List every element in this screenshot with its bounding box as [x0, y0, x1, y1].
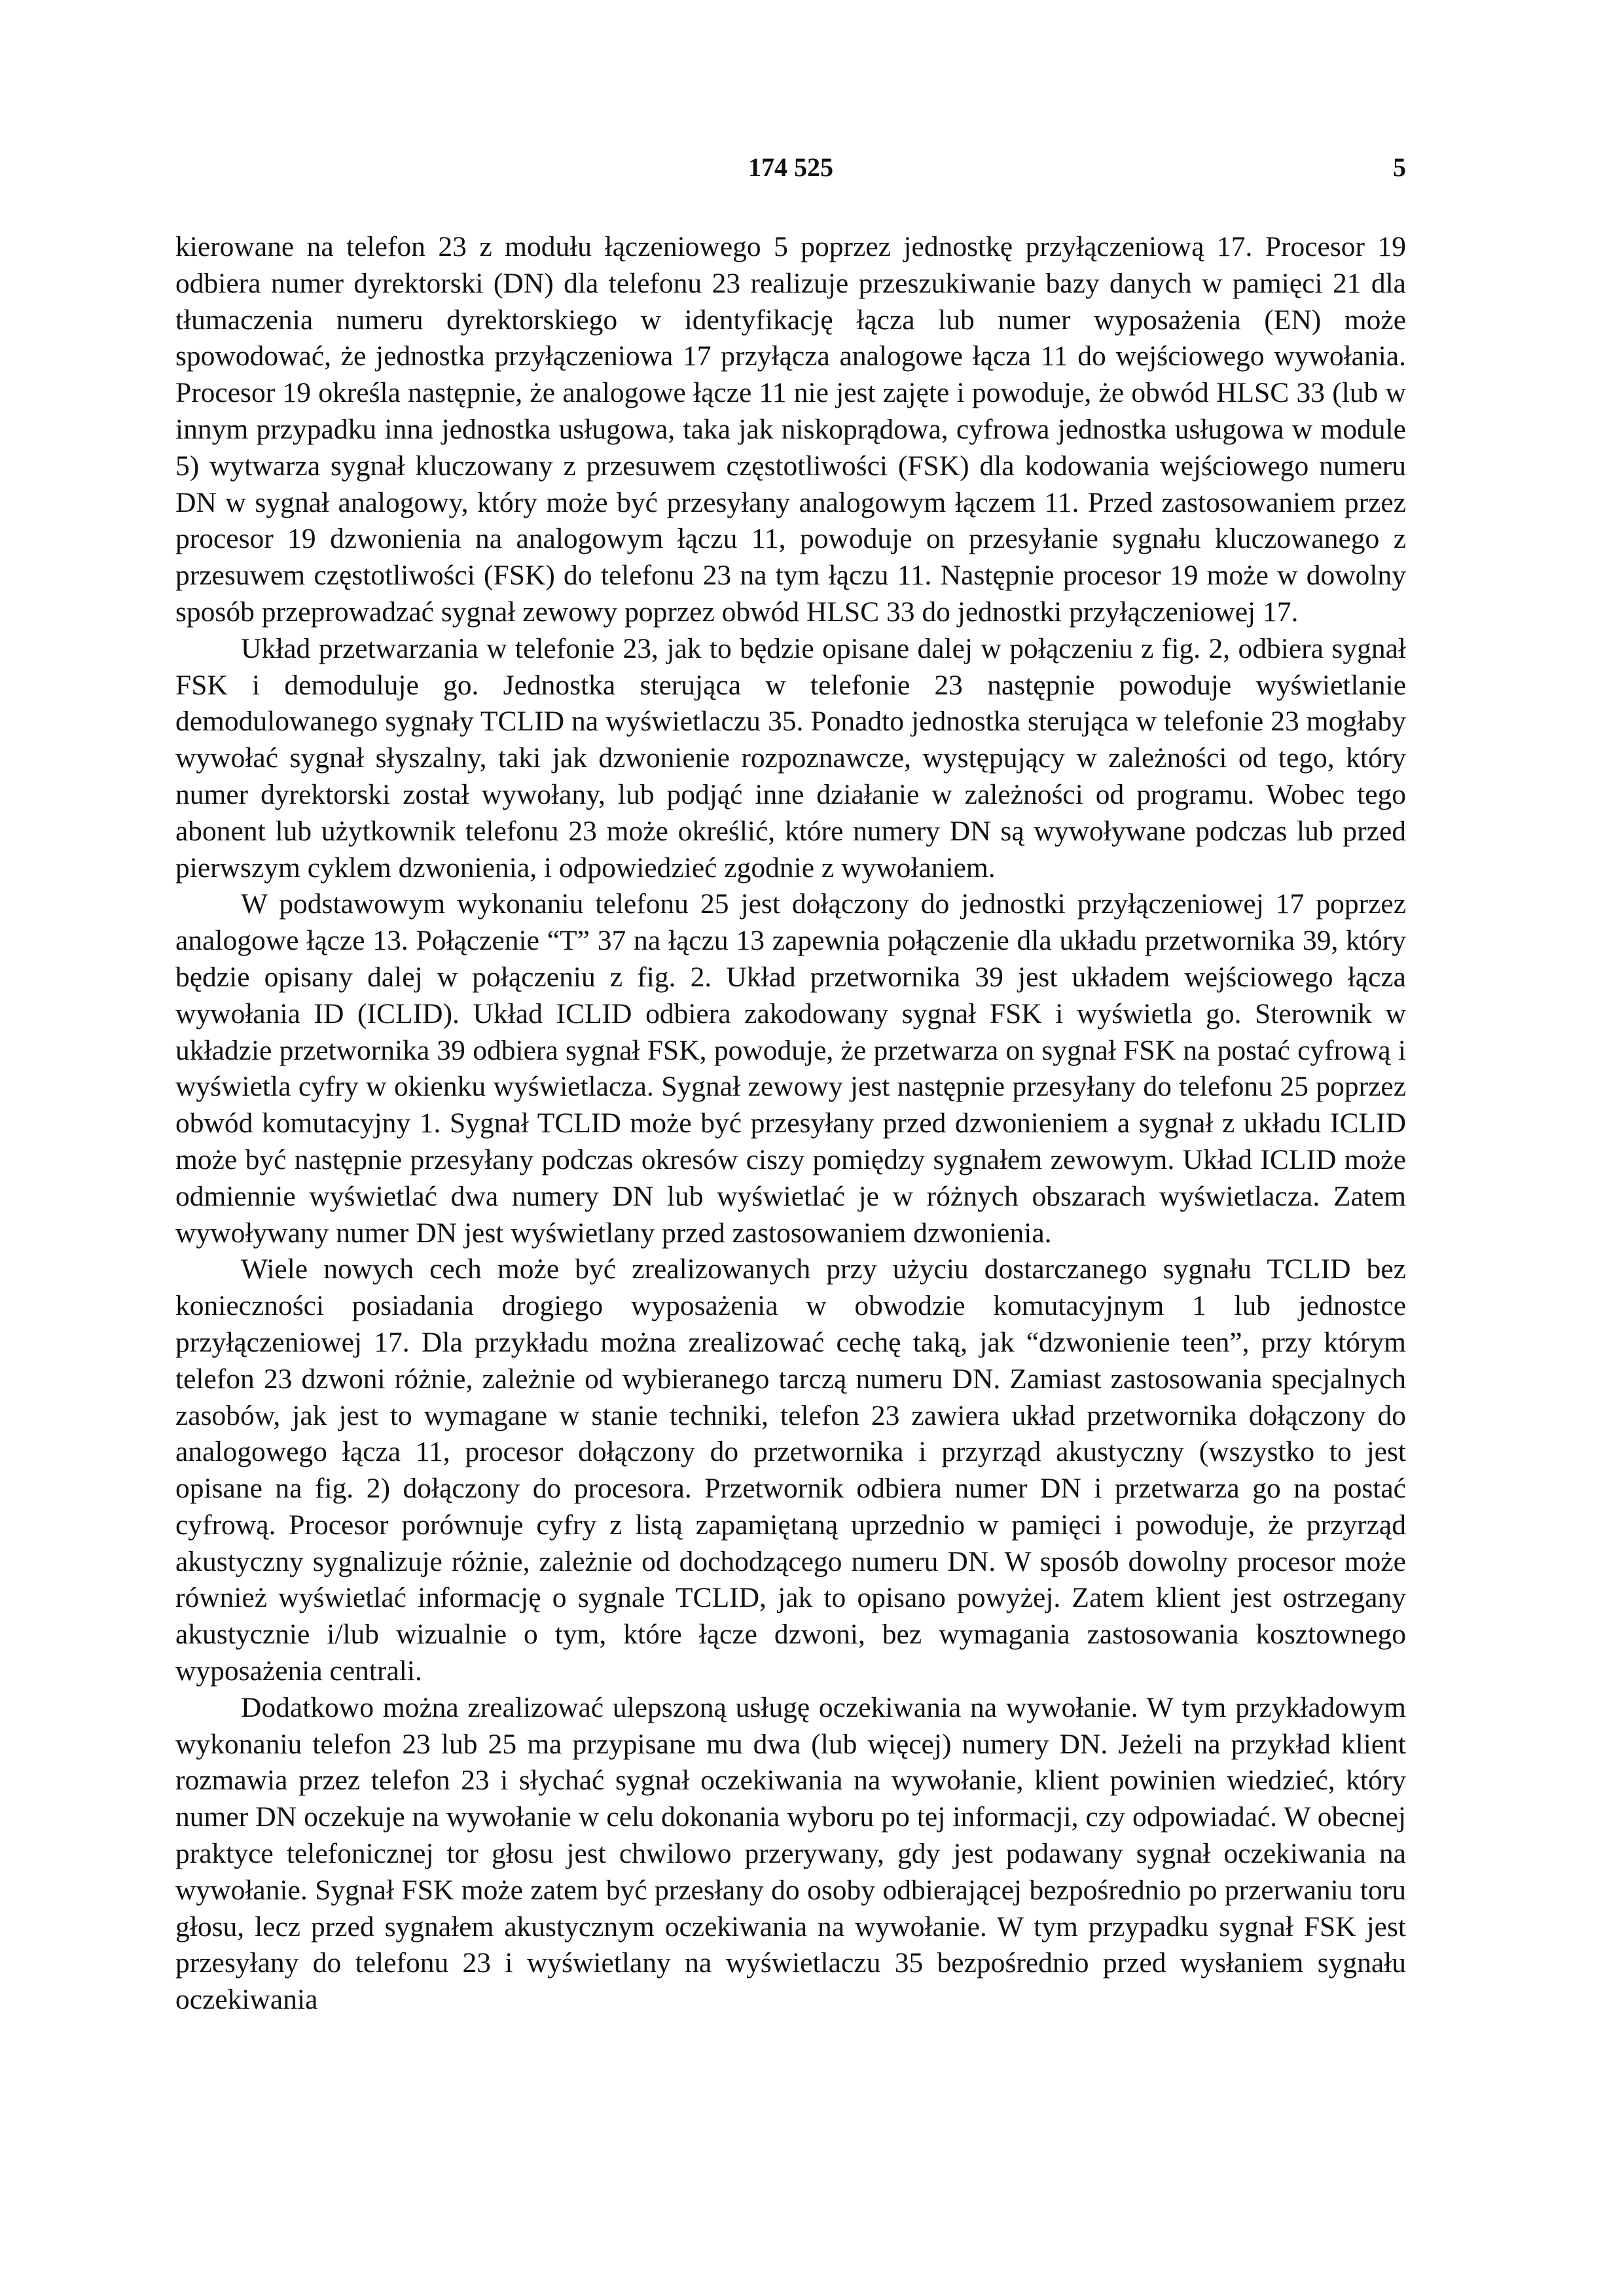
page-number: 5	[1393, 152, 1406, 182]
paragraph-5: Dodatkowo można zrealizować ulepszoną usługę oczekiwania na wywołanie. W tym przykładowym wykonaniu telefon 23 lub 25 ma przypisane mu dwa (lub więcej) numery DN. Jeżeli na przykład klient rozmawia przez telefon 23 i słychać sygnał oczekiwania na wywołanie, klient powinien wiedzieć, który numer DN oczekuje na wywołanie w celu dokonania wyboru po tej informacji, czy odpowiadać. W obecnej praktyce telefonicznej tor głosu jest chwilowo przerywany, gdy jest podawany sygnał oczekiwania na wywołanie. Sygnał FSK może zatem być przesłany do osoby odbierającej bezpośrednio po przerwaniu toru głosu, lecz przed sygnałem akustycznym oczekiwania na wywołanie. W tym przypadku sygnał FSK jest przesyłany do telefonu 23 i wyświetlany na wyświetlaczu 35 bezpośrednio przed wysłaniem sygnału oczekiwania	[175, 1691, 1406, 2016]
page-header	[175, 152, 1406, 191]
paragraph-1: kierowane na telefon 23 z modułu łączeniowego 5 poprzez jednostkę przyłączeniową 17. Procesor 19 odbiera numer dyrektorski (DN) dla telefonu 23 realizuje przeszukiwanie bazy danych w pamięci 21 dla tłumaczenia numeru dyrektorskiego w identyfikację łącza lub numer wyposażenia (EN) może spowodować, że jednostka przyłączeniowa 17 przyłącza analogowe łącza 11 do wejściowego wywołania. Procesor 19 określa następnie, że analogowe łącze 11 nie jest zajęte i powoduje, że obwód HLSC 33 (lub w innym przypadku inna jednostka usługowa, taka jak niskoprądowa, cyfrowa jednostka usługowa w module 5) wytwarza sygnał kluczowany z przesuwem częstotliwości (FSK) dla kodowania wejściowego numeru DN w sygnał analogowy, który może być przesyłany analogowym łączem 11. Przed zastosowaniem przez procesor 19 dzwonienia na analogowym łączu 11, powoduje on przesyłanie sygnału kluczowanego z przesuwem częstotliwości (FSK) do telefonu 23 na tym łączu 11. Następnie procesor 19 może w dowolny sposób przeprowadzać sygnał zewowy poprzez obwód HLSC 33 do jednostki przyłączeniowej 17.	[175, 231, 1406, 628]
paragraph-2: Układ przetwarzania w telefonie 23, jak to będzie opisane dalej w połączeniu z fig. 2, odbiera sygnał FSK i demoduluje go. Jednostka sterująca w telefonie 23 następnie powoduje wyświetlanie demodulowanego sygnały TCLID na wyświetlaczu 35. Ponadto jednostka sterująca w telefonie 23 mogłaby wywołać sygnał słyszalny, taki jak dzwonienie rozpoznawcze, występujący w zależności od tego, który numer dyrektorski został wywołany, lub podjąć inne działanie w zależności od programu. Wobec tego abonent lub użytkownik telefonu 23 może określić, które numery DN są wywoływane podczas lub przed pierwszym cyklem dzwonienia, i odpowiedzieć zgodnie z wywołaniem.	[175, 632, 1406, 884]
paragraph-4: Wiele nowych cech może być zrealizowanych przy użyciu dostarczanego sygnału TCLID bez konieczności posiadania drogiego wyposażenia w obwodzie komutacyjnym 1 lub jednostce przyłączeniowej 17. Dla przykładu można zrealizować cechę taką, jak “dzwonienie teen”, przy którym telefon 23 dzwoni różnie, zależnie od wybieranego tarczą numeru DN. Zamiast zastosowania specjalnych zasobów, jak jest to wymagane w stanie techniki, telefon 23 zawiera układ przetwornika dołączony do analogowego łącza 11, procesor dołączony do przetwornika i przyrząd akustyczny (wszystko to jest opisane na fig. 2) dołączony do procesora. Przetwornik odbiera numer DN i przetwarza go na postać cyfrową. Procesor porównuje cyfry z listą zapamiętaną uprzednio w pamięci i powoduje, że przyrząd akustyczny sygnalizuje różnie, zależnie od dochodzącego numeru DN. W sposób dowolny procesor może również wyświetlać informację o sygnale TCLID, jak to opisano powyżej. Zatem klient jest ostrzegany akustycznie i/lub wizualnie o tym, które łącze dzwoni, bez wymagania zastosowania kosztownego wyposażenia centrali.	[175, 1253, 1406, 1687]
paragraph-3: W podstawowym wykonaniu telefonu 25 jest dołączony do jednostki przyłączeniowej 17 poprzez analogowe łącze 13. Połączenie “T” 37 na łączu 13 zapewnia połączenie dla układu przetwornika 39, który będzie opisany dalej w połączeniu z fig. 2. Układ przetwornika 39 jest układem wejściowego łącza wywołania ID (ICLID). Układ ICLID odbiera zakodowany sygnał FSK i wyświetla go. Sterownik w układzie przetwornika 39 odbiera sygnał FSK, powoduje, że przetwarza on sygnał FSK na postać cyfrową i wyświetla cyfry w okienku wyświetlacza. Sygnał zewowy jest następnie przesyłany do telefonu 25 poprzez obwód komutacyjny 1. Sygnał TCLID może być przesyłany przed dzwonieniem a sygnał z układu ICLID może być następnie przesyłany podczas okresów ciszy pomiędzy sygnałem zewowym. Układ ICLID może odmiennie wyświetlać dwa numery DN lub wyświetlać je w różnych obszarach wyświetlacza. Zatem wywoływany numer DN jest wyświetlany przed zastosowaniem dzwonienia.	[175, 888, 1406, 1249]
patent-number: 174 525	[748, 152, 833, 182]
body-text	[175, 229, 1406, 2018]
